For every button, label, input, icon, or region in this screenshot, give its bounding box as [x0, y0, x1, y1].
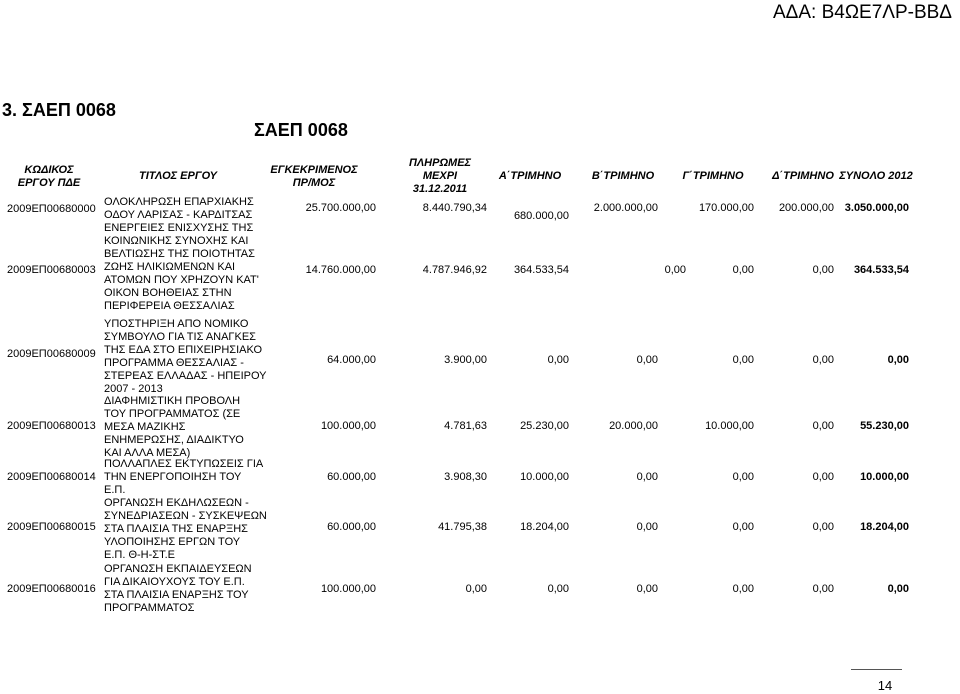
row-code: 2009ΕΠ00680003	[7, 264, 96, 276]
row-q4: 200.000,00	[778, 202, 834, 214]
row-q4: 0,00	[812, 521, 834, 533]
row-paid: 0,00	[465, 583, 487, 595]
row-approved: 25.700.000,00	[305, 202, 376, 214]
row-q2: 20.000,00	[609, 420, 658, 432]
row-q1: 0,00	[547, 583, 569, 595]
row-q4: 0,00	[812, 354, 834, 366]
row-code: 2009ΕΠ00680000	[7, 203, 96, 215]
row-approved: 100.000,00	[320, 583, 376, 595]
row-code: 2009ΕΠ00680015	[7, 521, 96, 533]
row-q3: 0,00	[732, 583, 754, 595]
row-title: ΔΙΑΦΗΜΙΣΤΙΚΗ ΠΡΟΒΟΛΗ ΤΟΥ ΠΡΟΓΡΑΜΜΑΤΟΣ (ΣΕ ΜΕΣΑ ΜΑΖΙΚΗΣ ΕΝΗΜΕΡΩΣΗΣ, ΔΙΑΔΙΚΤΥΟ ΚΑΙ ΑΛΛΑ ΜΕΣΑ)	[104, 395, 244, 459]
table-title: ΣΑΕΠ 0068	[254, 120, 348, 140]
row-approved: 100.000,00	[320, 420, 376, 432]
row-total: 10.000,00	[860, 471, 909, 483]
row-q1: 680.000,00	[513, 210, 569, 222]
row-total: 364.533,54	[853, 264, 909, 276]
row-title: ΟΡΓΑΝΩΣΗ ΕΚΔΗΛΩΣΕΩΝ - ΣΥΝΕΔΡΙΑΣΕΩΝ - ΣΥΣΚΕΨΕΩΝ ΣΤΑ ΠΛΑΙΣΙΑ ΤΗΣ ΕΝΑΡΞΗΣ ΥΛΟΠΟΙΗΣΗΣ ΕΡΓΩΝ ΤΟΥ Ε.Π. Θ-Η-ΣΤ.Ε	[104, 497, 267, 561]
header-title: ΤΙΤΛΟΣ ΕΡΓΟΥ	[138, 170, 218, 182]
row-code: 2009ΕΠ00680016	[7, 583, 96, 595]
page-number-rule	[851, 669, 902, 670]
row-total: 0,00	[887, 354, 909, 366]
row-q4: 0,00	[812, 583, 834, 595]
row-paid: 8.440.790,34	[422, 202, 487, 214]
row-q2: 0,00	[636, 583, 658, 595]
row-title: ΥΠΟΣΤΗΡΙΞΗ ΑΠΟ ΝΟΜΙΚΟ ΣΥΜΒΟΥΛΟ ΓΙΑ ΤΙΣ ΑΝΑΓΚΕΣ ΤΗΣ ΕΔΑ ΣΤΟ ΕΠΙΧΕΙΡΗΣΙΑΚΟ ΠΡΟΓΡΑΜΜΑ ΘΕΣΣΑΛΙΑΣ - ΣΤΕΡΕΑΣ ΕΛΛΑΔΑΣ - ΗΠΕΙΡΟΥ 2007 - 2013	[104, 318, 267, 395]
header-approved: ΕΓΚΕΚΡΙΜΕΝΟΣ ΠΡ/ΜΟΣ	[270, 164, 358, 189]
section-title: 3. ΣΑΕΠ 0068	[2, 100, 116, 120]
row-title: ΠΟΛΛΑΠΛΕΣ ΕΚΤΥΠΩΣΕΙΣ ΓΙΑ ΤΗΝ ΕΝΕΡΓΟΠΟΙΗΣΗ ΤΟΥ Ε.Π.	[104, 458, 264, 496]
row-q4: 0,00	[812, 420, 834, 432]
row-code: 2009ΕΠ00680014	[7, 471, 96, 483]
row-q2: 0,00	[636, 354, 658, 366]
row-title: ΟΛΟΚΛΗΡΩΣΗ ΕΠΑΡΧΙΑΚΗΣ ΟΔΟΥ ΛΑΡΙΣΑΣ - ΚΑΡΔΙΤΣΑΣ	[104, 196, 254, 221]
row-q2: 0,00	[636, 521, 658, 533]
row-q1: 364.533,54	[513, 264, 569, 276]
ada-code: ΑΔΑ: Β4ΩΕ7ΛΡ-ΒΒΔ	[772, 2, 952, 23]
header-q3: Γ΄ΤΡΙΜΗΝΟ	[682, 170, 744, 182]
header-total: ΣΥΝΟΛΟ 2012	[839, 170, 913, 182]
row-approved: 60.000,00	[327, 521, 376, 533]
row-q1: 25.230,00	[520, 420, 569, 432]
row-approved: 14.760.000,00	[305, 264, 376, 276]
row-total: 0,00	[887, 583, 909, 595]
row-title: ΕΝΕΡΓΕΙΕΣ ΕΝΙΣΧΥΣΗΣ ΤΗΣ ΚΟΙΝΩΝΙΚΗΣ ΣΥΝΟΧΗΣ ΚΑΙ ΒΕΛΤΙΩΣΗΣ ΤΗΣ ΠΟΙΟΤΗΤΑΣ ΖΩΗΣ ΗΛΙΚΙΩΜΕΝΩΝ ΚΑΙ ΑΤΟΜΩΝ ΠΟΥ ΧΡΗΖΟΥΝ ΚΑΤ' ΟΙΚΟΝ ΒΟΗΘΕΙΑΣ ΣΤΗΝ ΠΕΡΙΦΕΡΕΙΑ ΘΕΣΣΑΛΙΑΣ	[104, 222, 259, 312]
row-q3: 0,00	[732, 471, 754, 483]
row-total: 55.230,00	[860, 420, 909, 432]
row-total: 3.050.000,00	[844, 202, 909, 214]
row-q4: 0,00	[812, 264, 834, 276]
row-paid: 3.900,00	[444, 354, 487, 366]
header-q2: Β΄ΤΡΙΜΗΝΟ	[591, 170, 655, 182]
row-paid: 4.787.946,92	[422, 264, 487, 276]
row-code: 2009ΕΠ00680009	[7, 348, 96, 360]
header-q1: Α΄ΤΡΙΜΗΝΟ	[498, 170, 562, 182]
row-q1: 18.204,00	[520, 521, 569, 533]
row-q3: 0,00	[732, 354, 754, 366]
row-paid: 3.908,30	[444, 471, 487, 483]
row-total: 18.204,00	[860, 521, 909, 533]
row-q3: 0,00	[732, 521, 754, 533]
row-approved: 60.000,00	[327, 471, 376, 483]
row-code: 2009ΕΠ00680013	[7, 420, 96, 432]
page-number: 14	[877, 678, 893, 693]
header-paid: ΠΛΗΡΩΜΕΣ ΜΕΧΡΙ 31.12.2011	[408, 157, 472, 195]
row-paid: 41.795,38	[438, 521, 487, 533]
row-approved: 64.000,00	[327, 354, 376, 366]
row-q4: 0,00	[812, 471, 834, 483]
row-q3: 0,00	[732, 264, 754, 276]
row-q3: 10.000,00	[705, 420, 754, 432]
row-q1: 10.000,00	[520, 471, 569, 483]
row-q1: 0,00	[547, 354, 569, 366]
row-paid: 4.781,63	[444, 420, 487, 432]
row-q2: 2.000.000,00	[593, 202, 658, 214]
row-title: ΟΡΓΑΝΩΣΗ ΕΚΠΑΙΔΕΥΣΕΩΝ ΓΙΑ ΔΙΚΑΙΟΥΧΟΥΣ ΤΟΥ Ε.Π. ΣΤΑ ΠΛΑΙΣΙΑ ΕΝΑΡΞΗΣ ΤΟΥ ΠΡΟΓΡΑΜΜΑΤΟΣ	[104, 563, 252, 614]
row-q3: 170.000,00	[698, 202, 754, 214]
row-q2: 0,00	[636, 471, 658, 483]
row-q2: 0,00	[664, 264, 686, 276]
header-code: ΚΩΔΙΚΟΣ ΕΡΓΟΥ ΠΔΕ	[17, 164, 81, 189]
header-q4: Δ΄ΤΡΙΜΗΝΟ	[772, 170, 834, 182]
